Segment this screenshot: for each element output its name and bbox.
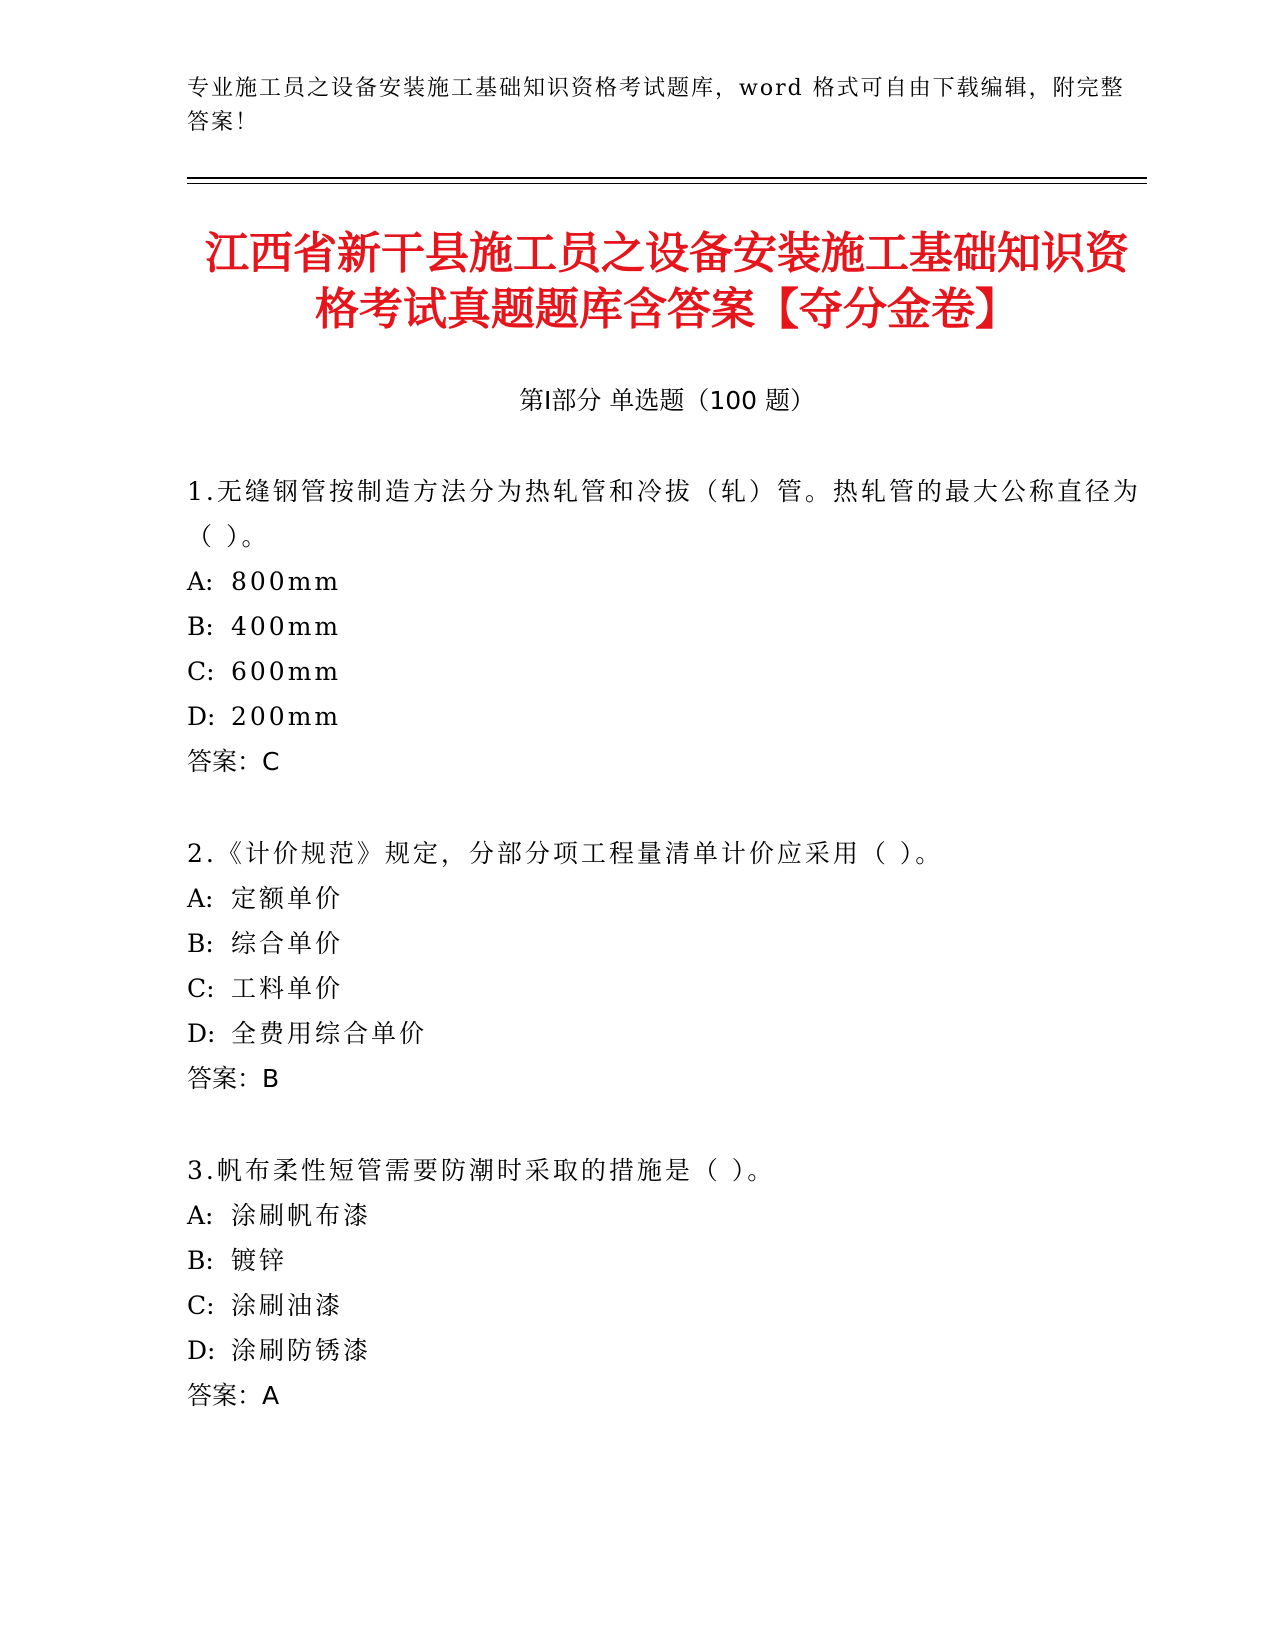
question-stem: 3.帆布柔性短管需要防潮时采取的措施是（ ）。 bbox=[187, 1156, 776, 1185]
header-rule-thick bbox=[187, 177, 1147, 179]
option-a bbox=[187, 876, 1147, 921]
answer: 答案：B bbox=[187, 1064, 280, 1093]
document-page bbox=[187, 0, 1147, 1650]
option-text: 工料单价 bbox=[231, 974, 344, 1003]
option-c bbox=[187, 649, 1147, 694]
option-c bbox=[187, 966, 1147, 1011]
option-text: 定额单价 bbox=[231, 884, 344, 913]
question-1 bbox=[187, 469, 1147, 784]
question-stem: 2.《计价规范》规定，分部分项工程量清单计价应采用（ ）。 bbox=[187, 839, 944, 868]
header-rule-thin bbox=[187, 183, 1147, 184]
option-letter: A: bbox=[187, 1201, 214, 1230]
option-text: 600mm bbox=[231, 657, 342, 686]
option-text: 800mm bbox=[231, 567, 342, 596]
option-d bbox=[187, 1011, 1147, 1056]
option-text: 涂刷防锈漆 bbox=[231, 1336, 372, 1365]
option-text: 涂刷油漆 bbox=[231, 1291, 344, 1320]
question-3 bbox=[187, 1148, 1147, 1418]
question-2 bbox=[187, 831, 1147, 1101]
question-stem: 1.无缝钢管按制造方法分为热轧管和冷拔（轧）管。热轧管的最大公称直径为（ ）。 bbox=[187, 477, 1141, 551]
option-letter: B: bbox=[187, 612, 214, 641]
option-b bbox=[187, 921, 1147, 966]
answer: 答案：C bbox=[187, 747, 280, 776]
option-text: 全费用综合单价 bbox=[231, 1019, 428, 1048]
option-letter: C: bbox=[187, 1291, 215, 1320]
option-letter: C: bbox=[187, 974, 215, 1003]
option-text: 200mm bbox=[231, 702, 342, 731]
header-note: 专业施工员之设备安装施工基础知识资格考试题库，word 格式可自由下载编辑，附完整答案！ bbox=[187, 76, 1125, 135]
answer: 答案：A bbox=[187, 1381, 280, 1410]
option-a bbox=[187, 1193, 1147, 1238]
option-text: 综合单价 bbox=[231, 929, 344, 958]
option-d bbox=[187, 694, 1147, 739]
option-b bbox=[187, 604, 1147, 649]
option-letter: C: bbox=[187, 657, 215, 686]
option-letter: A: bbox=[187, 884, 214, 913]
option-d bbox=[187, 1328, 1147, 1373]
option-c bbox=[187, 1283, 1147, 1328]
section-heading: 第Ⅰ部分 单选题（100 题） bbox=[519, 386, 815, 415]
option-text: 400mm bbox=[231, 612, 342, 641]
option-letter: D: bbox=[187, 1336, 216, 1365]
document-title: 江西省新干县施工员之设备安装施工基础知识资格考试真题题库含答案【夺分金卷】 bbox=[205, 228, 1129, 335]
option-text: 涂刷帆布漆 bbox=[231, 1201, 372, 1230]
option-text: 镀锌 bbox=[231, 1246, 288, 1275]
option-letter: D: bbox=[187, 1019, 216, 1048]
option-letter: D: bbox=[187, 702, 216, 731]
option-a bbox=[187, 559, 1147, 604]
option-b bbox=[187, 1238, 1147, 1283]
option-letter: B: bbox=[187, 929, 214, 958]
option-letter: A: bbox=[187, 567, 214, 596]
option-letter: B: bbox=[187, 1246, 214, 1275]
